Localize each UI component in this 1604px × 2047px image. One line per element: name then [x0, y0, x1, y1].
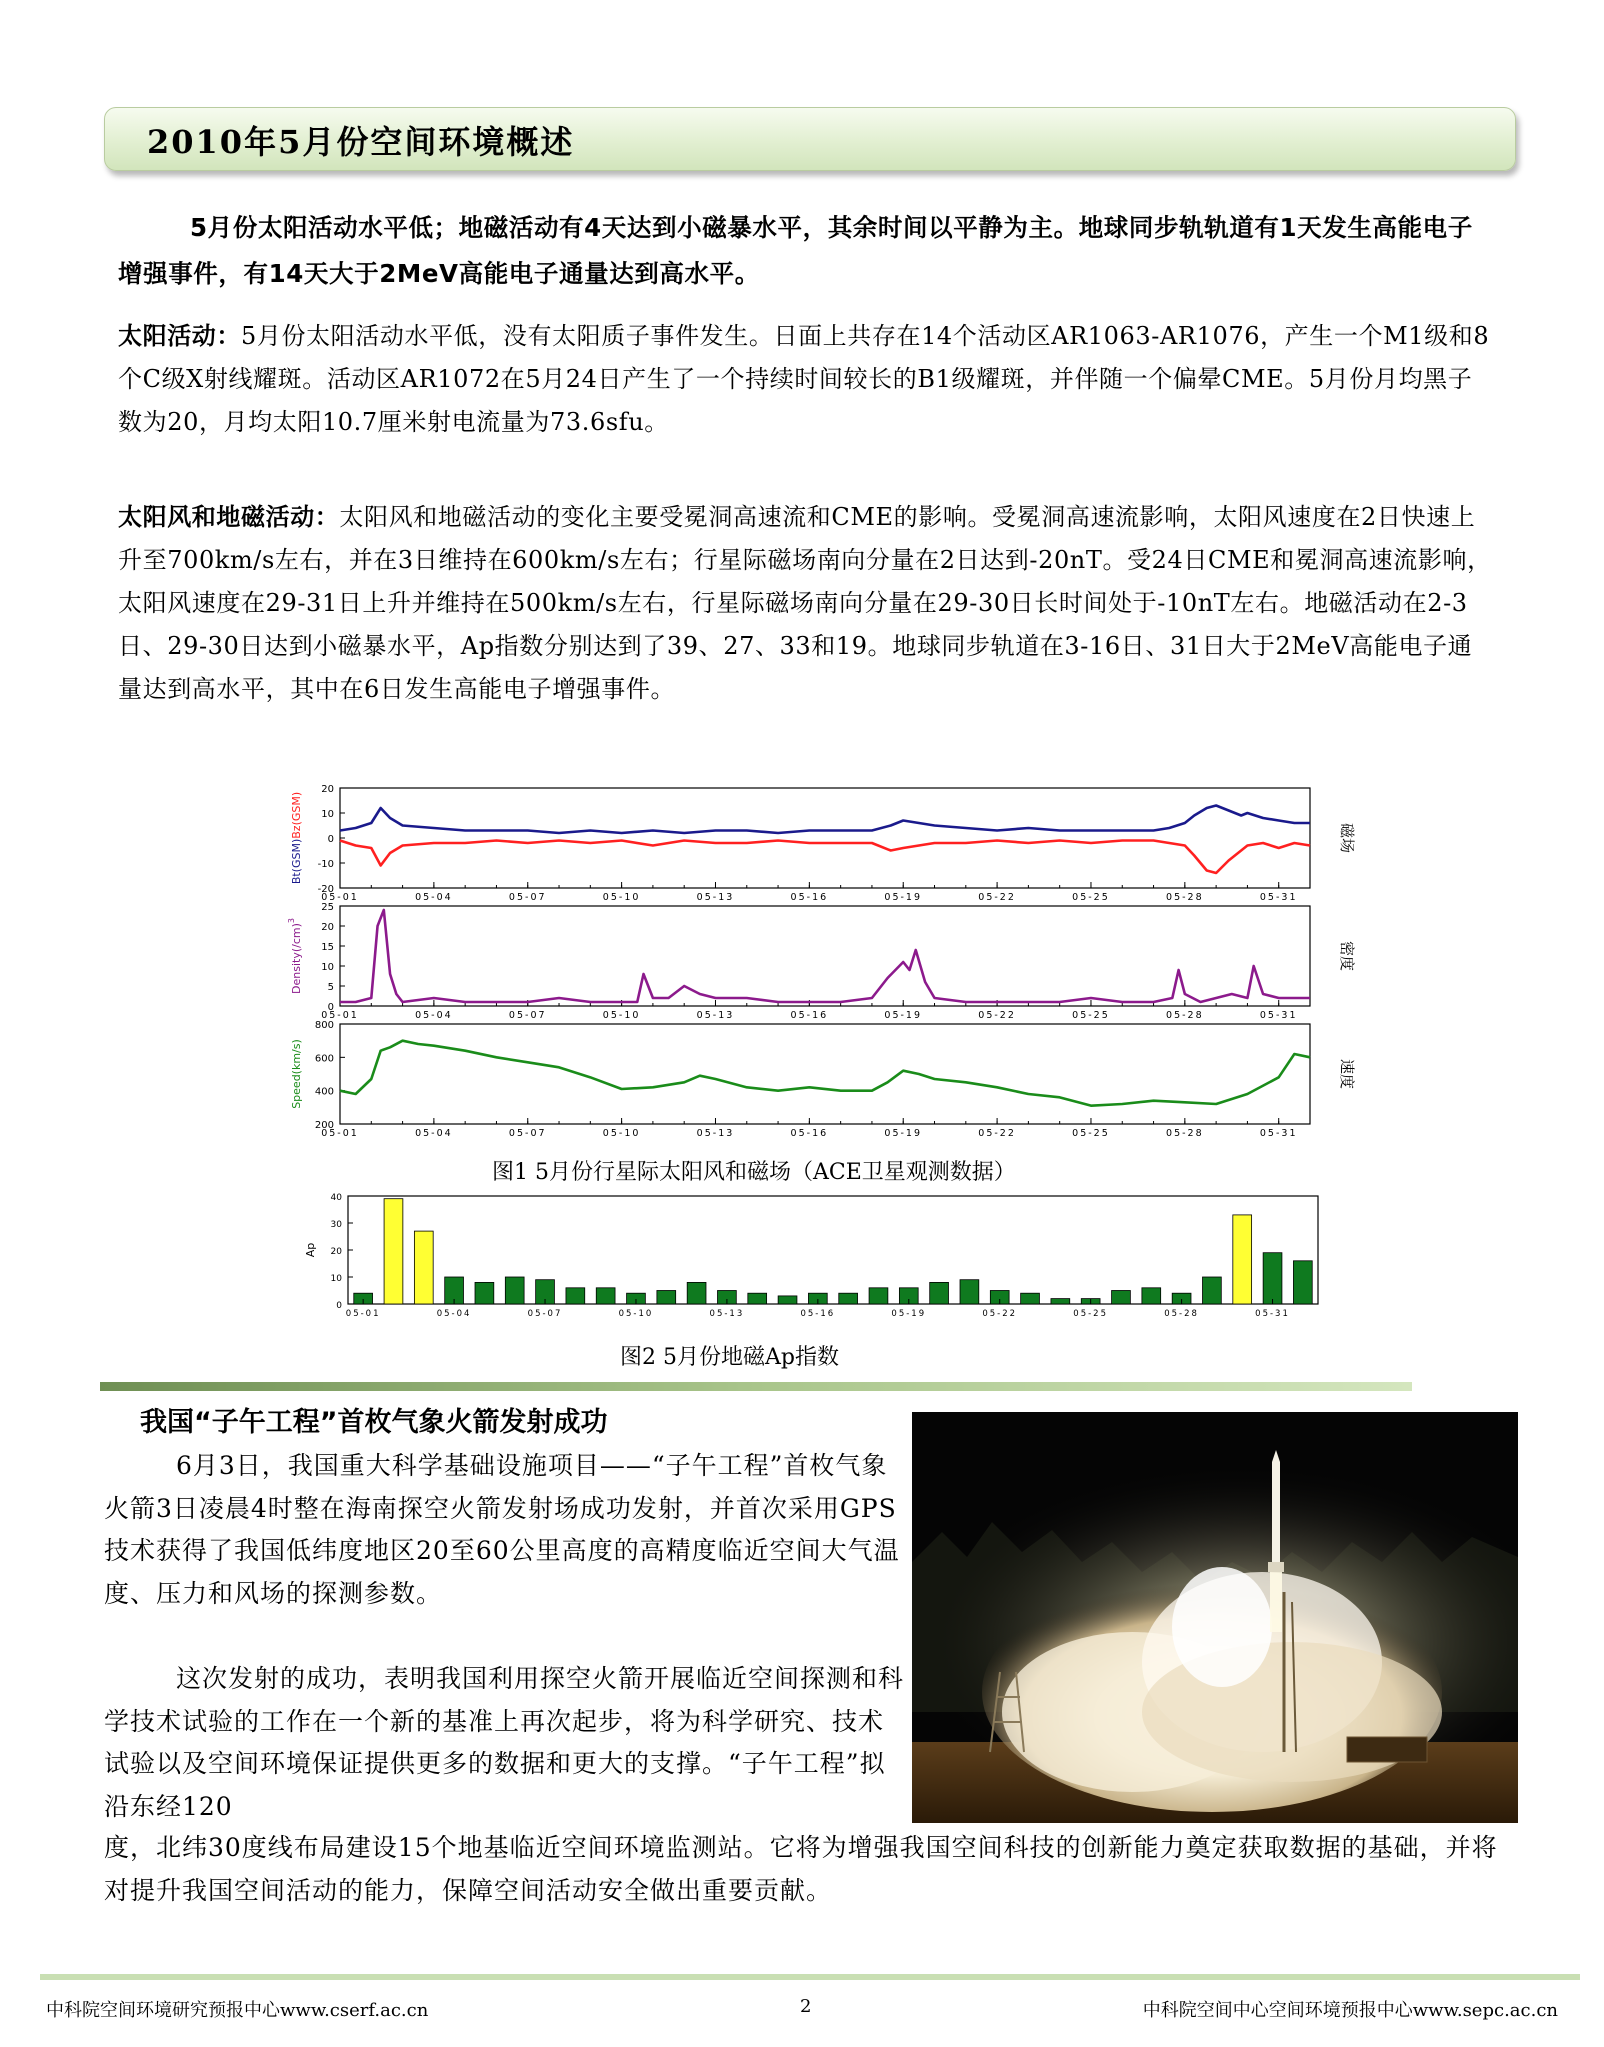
- summary-paragraph: [118, 205, 1494, 297]
- x-tick-label: 05-04: [415, 1128, 453, 1139]
- x-tick-label: 05-19: [884, 892, 923, 903]
- solar-activity-paragraph: [118, 315, 1494, 444]
- ap-bar: [687, 1282, 706, 1304]
- ap-bar: [1021, 1293, 1040, 1304]
- x-tick-label: 05-25: [1072, 892, 1110, 903]
- y-tick-label: 600: [314, 1053, 334, 1065]
- solar-wind-paragraph: [118, 496, 1494, 711]
- x-tick-label: 05-22: [978, 1010, 1016, 1021]
- ap-bar: [960, 1280, 979, 1304]
- solar-wind-text: 太阳风和地磁活动的变化主要受冕洞高速流和CME的影响。受冕洞高速流影响，太阳风速度在2日快速上升至700km/s左右，并在3日维持在600km/s左右；行星际磁场南向分量在2日达到-20nT。受24日CME和冕洞高速流影响，太阳风速度在29-31日上升并维持在500km/s左右，行星际磁场南向分量在29-30日长时间处于-10nT左右。地磁活动在2-3日、29-30日达到小磁暴水平，Ap指数分别达到了39、27、33和19。地球同步轨道在3-16日、31日大于2MeV高能电子通量达到高水平，其中在6日发生高能电子增强事件。: [118, 503, 1492, 703]
- footer-left-text: 中科院空间环境研究预报中心www.cserf.ac.cn: [46, 2000, 429, 2021]
- ap-bar: [414, 1231, 433, 1304]
- y-tick-label: 10: [321, 962, 334, 973]
- x-tick-label: 05-16: [800, 1309, 836, 1319]
- x-tick-label: 05-31: [1259, 892, 1298, 903]
- y-tick-label: 0: [336, 1301, 342, 1311]
- page-number: 2: [800, 1996, 812, 2017]
- ap-bar: [384, 1199, 403, 1304]
- x-tick-label: 05-01: [321, 1010, 359, 1021]
- figure2-caption: 图2 5月份地磁Ap指数: [620, 1345, 839, 1370]
- solar-wind-chart: [270, 780, 1370, 1140]
- ap-bar: [778, 1296, 797, 1304]
- solar-activity-label: 太阳活动：: [118, 322, 241, 350]
- news-paragraph-1: [104, 1445, 904, 1615]
- y-tick-label: -20: [317, 884, 334, 895]
- y-tick-label: 0: [327, 834, 334, 845]
- ap-bar: [657, 1291, 676, 1305]
- x-tick-label: 05-31: [1259, 1128, 1298, 1139]
- x-tick-label: 05-07: [527, 1309, 563, 1319]
- ap-bar: [748, 1293, 767, 1304]
- x-tick-label: 05-22: [978, 892, 1016, 903]
- y-tick-label: 20: [330, 1247, 342, 1257]
- y-tick-label: 20: [321, 922, 334, 933]
- x-tick-label: 05-28: [1164, 1309, 1199, 1319]
- y-axis-label: [290, 1039, 303, 1109]
- y-tick-label: 0: [327, 1002, 334, 1013]
- panel-name-label: 速度: [1338, 1058, 1356, 1090]
- x-tick-label: 05-10: [602, 892, 641, 903]
- y-axis-label-part: Bz(GSM): [290, 791, 303, 839]
- series-line: [340, 1041, 1310, 1106]
- x-tick-label: 05-07: [508, 892, 547, 903]
- y-axis-label: Ap: [304, 1242, 317, 1258]
- ap-bar: [475, 1282, 494, 1304]
- y-tick-label: 200: [314, 1120, 334, 1131]
- footer-right-text: 中科院空间中心空间环境预报中心www.sepc.ac.cn: [1142, 2000, 1558, 2021]
- y-tick-label: 5: [327, 982, 334, 993]
- ap-bar: [1142, 1288, 1161, 1304]
- x-tick-label: 05-25: [1072, 1010, 1110, 1021]
- y-tick-label: 800: [314, 1020, 334, 1031]
- plot-frame: [340, 788, 1310, 888]
- title-banner: [104, 107, 1516, 171]
- section-divider: [100, 1382, 1412, 1391]
- x-tick-label: 05-10: [618, 1309, 654, 1319]
- x-tick-label: 05-28: [1166, 892, 1204, 903]
- y-tick-label: -10: [317, 859, 334, 870]
- solar-wind-label: 太阳风和地磁活动：: [118, 503, 340, 531]
- news-paragraph-2-text: 这次发射的成功，表明我国利用探空火箭开展临近空间探测和科学技术试验的工作在一个新的基准上再次起步，将为科学研究、技术试验以及空间环境保证提供更多的数据和更大的支撑。“子午工程”拟沿东经120: [104, 1664, 905, 1821]
- x-tick-label: 05-01: [321, 892, 359, 903]
- x-tick-label: 05-13: [709, 1309, 745, 1319]
- x-tick-label: 05-22: [978, 1128, 1016, 1139]
- y-tick-label: 25: [321, 902, 334, 913]
- ap-bar: [1233, 1215, 1252, 1304]
- x-tick-label: 05-16: [790, 892, 829, 903]
- x-tick-label: 05-01: [321, 1128, 359, 1139]
- y-axis-label-superscript: 3: [287, 918, 296, 924]
- series-line: [340, 806, 1310, 834]
- news-heading: 我国“子午工程”首枚气象火箭发射成功: [140, 1407, 608, 1438]
- y-tick-label: 20: [321, 784, 334, 795]
- ap-bar: [596, 1288, 615, 1304]
- x-tick-label: 05-25: [1073, 1309, 1109, 1319]
- x-tick-label: 05-16: [790, 1128, 829, 1139]
- footer-rule: [40, 1974, 1580, 1980]
- x-tick-label: 05-28: [1166, 1010, 1204, 1021]
- ap-bar: [566, 1288, 585, 1304]
- x-tick-label: 05-01: [345, 1309, 381, 1319]
- x-tick-label: 05-19: [891, 1309, 927, 1319]
- news-paragraph-2-tail: 度，北纬30度线布局建设15个地基临近空间环境监测站。它将为增强我国空间科技的创新能力奠定获取数据的基础，并将对提升我国空间活动的能力，保障空间活动安全做出重要贡献。: [104, 1833, 1498, 1905]
- x-tick-label: 05-07: [508, 1128, 547, 1139]
- plot-frame: [340, 1024, 1310, 1124]
- ap-bar: [839, 1293, 858, 1304]
- x-tick-label: 05-04: [436, 1309, 472, 1319]
- ap-bar: [1293, 1261, 1312, 1304]
- y-tick-label: 10: [321, 809, 334, 820]
- plot-frame: [340, 906, 1310, 1006]
- x-tick-label: 05-22: [982, 1309, 1018, 1319]
- ap-bar: [1112, 1291, 1131, 1305]
- x-tick-label: 05-10: [602, 1010, 641, 1021]
- ap-bar: [930, 1282, 949, 1304]
- y-axis-label-text: Speed(km/s): [290, 1039, 303, 1109]
- x-tick-label: 05-19: [884, 1010, 923, 1021]
- y-tick-label: 400: [314, 1086, 334, 1098]
- x-tick-label: 05-13: [696, 1010, 735, 1021]
- news-paragraph-1-text: 6月3日，我国重大科学基础设施项目——“子午工程”首枚气象火箭3日凌晨4时整在海南探空火箭发射场成功发射，并首次采用GPS技术获得了我国低纬度地区20至60公里高度的高精度临近空间大气温度、压力和风场的探测参数。: [104, 1451, 900, 1608]
- series-line: [340, 841, 1310, 874]
- ap-bar: [1263, 1253, 1282, 1304]
- x-tick-label: 05-10: [602, 1128, 641, 1139]
- page-title: 2010年5月份空间环境概述: [147, 123, 575, 161]
- x-tick-label: 05-16: [790, 1010, 829, 1021]
- rocket-launch-photo: [912, 1412, 1518, 1823]
- x-tick-label: 05-31: [1255, 1309, 1290, 1319]
- panel-name-label: 密度: [1338, 940, 1356, 972]
- ap-bar: [1203, 1277, 1222, 1304]
- x-tick-label: 05-19: [884, 1128, 923, 1139]
- x-tick-label: 05-28: [1166, 1128, 1204, 1139]
- x-tick-label: 05-25: [1072, 1128, 1110, 1139]
- summary-text: 5月份太阳活动水平低；地磁活动有4天达到小磁暴水平，其余时间以平静为主。地球同步轨轨道有1天发生高能电子增强事件，有14天大于2MeV高能电子通量达到高水平。: [118, 213, 1473, 288]
- y-axis-label-part: Bt(GSM): [290, 838, 303, 885]
- panel-name-label: 磁场: [1338, 822, 1356, 854]
- x-tick-label: 05-13: [696, 1128, 735, 1139]
- series-line: [340, 910, 1310, 1002]
- figure1-caption: 图1 5月份行星际太阳风和磁场（ACE卫星观测数据）: [492, 1160, 1016, 1185]
- y-axis-label: [290, 792, 303, 884]
- ap-bar: [869, 1288, 888, 1304]
- y-axis-label: [287, 918, 303, 994]
- x-tick-label: 05-04: [415, 1010, 453, 1021]
- y-tick-label: 40: [330, 1193, 342, 1203]
- x-tick-label: 05-13: [696, 892, 735, 903]
- ap-index-chart: [288, 1190, 1338, 1330]
- x-tick-label: 05-31: [1259, 1010, 1298, 1021]
- x-tick-label: 05-07: [508, 1010, 547, 1021]
- solar-activity-text: 5月份太阳活动水平低，没有太阳质子事件发生。日面上共存在14个活动区AR1063-AR1076，产生一个M1级和8个C级X射线耀斑。活动区AR1072在5月24日产生了一个持续时间较长的B1级耀斑，并伴随一个偏晕CME。5月份月均黑子数为20，月均太阳10.7厘米射电流量为73.6sfu。: [118, 322, 1490, 436]
- x-tick-label: 05-04: [415, 892, 453, 903]
- y-tick-label: 15: [321, 942, 334, 953]
- ap-bar: [1051, 1299, 1070, 1304]
- y-axis-label-text: Density(/cm): [290, 923, 303, 994]
- y-tick-label: 10: [330, 1274, 342, 1284]
- news-paragraph-2: [104, 1658, 904, 1828]
- y-tick-label: 30: [330, 1220, 342, 1230]
- ap-bar: [505, 1277, 524, 1304]
